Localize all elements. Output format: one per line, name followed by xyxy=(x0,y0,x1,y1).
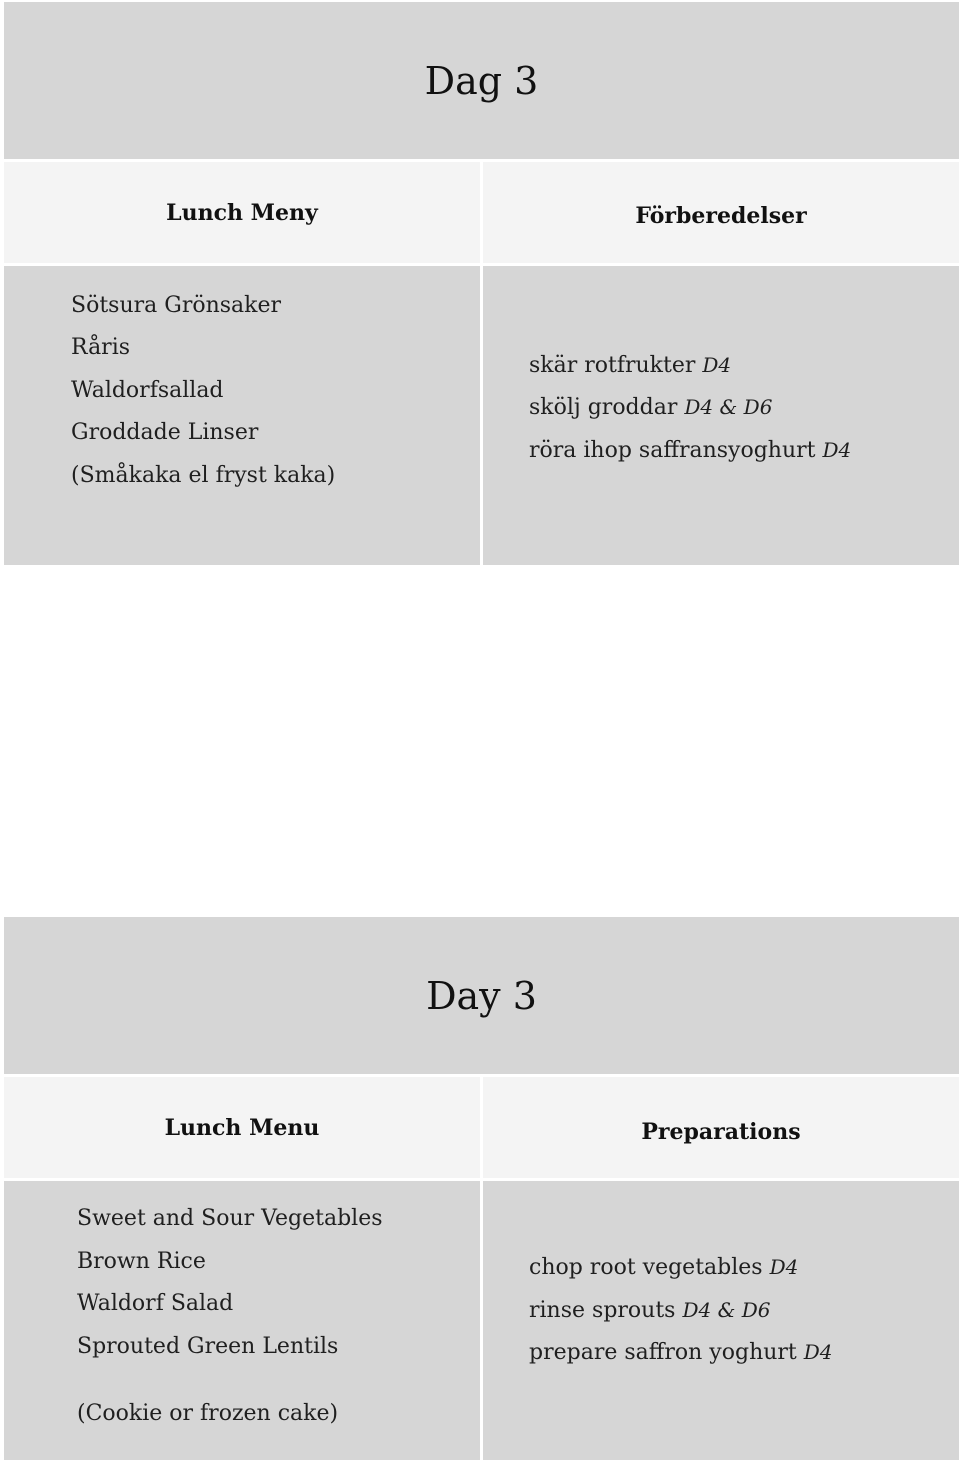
prep-item-ref: D4 xyxy=(702,353,732,377)
prep-item-text: skölj groddar xyxy=(529,395,678,420)
prep-item-ref: D4 xyxy=(822,438,852,462)
preparations-list xyxy=(483,266,959,565)
menu-item: (Småkaka el fryst kaka) xyxy=(71,463,336,488)
prep-item xyxy=(529,353,731,378)
preparations-header: Förberedelser xyxy=(483,162,959,263)
prep-item xyxy=(529,1298,771,1323)
menu-item: Sötsura Grönsaker xyxy=(71,293,282,318)
menu-item: Sweet and Sour Vegetables xyxy=(77,1206,383,1231)
prep-item-text: rinse sprouts xyxy=(529,1298,676,1323)
prep-item xyxy=(529,438,851,463)
prep-item-text: prepare saffron yoghurt xyxy=(529,1340,797,1365)
prep-item-ref: D4 & D6 xyxy=(682,1298,771,1322)
menu-item: Waldorfsallad xyxy=(71,378,224,403)
menu-item: Sprouted Green Lentils xyxy=(77,1334,339,1359)
lunch-menu-list xyxy=(4,266,480,565)
menu-item: Waldorf Salad xyxy=(77,1291,234,1316)
card-title: Day 3 xyxy=(4,917,959,1074)
prep-item xyxy=(529,1340,833,1365)
prep-item xyxy=(529,395,772,420)
menu-item: (Cookie or frozen cake) xyxy=(77,1401,339,1426)
prep-item-ref: D4 & D6 xyxy=(684,395,773,419)
menu-item: Brown Rice xyxy=(77,1249,206,1274)
prep-item-text: röra ihop saffransyoghurt xyxy=(529,438,816,463)
lunch-menu-header: Lunch Meny xyxy=(4,162,480,263)
swedish-menu-card xyxy=(4,2,959,565)
preparations-list xyxy=(483,1181,959,1460)
menu-item: Groddade Linser xyxy=(71,420,259,445)
lunch-menu-header: Lunch Menu xyxy=(4,1077,480,1178)
lunch-menu-list xyxy=(4,1181,480,1460)
card-title: Dag 3 xyxy=(4,2,959,159)
prep-item-text: chop root vegetables xyxy=(529,1255,763,1280)
prep-item-text: skär rotfrukter xyxy=(529,353,696,378)
prep-item-ref: D4 xyxy=(769,1255,799,1279)
menu-item: Råris xyxy=(71,335,131,360)
prep-item-ref: D4 xyxy=(803,1340,833,1364)
prep-item xyxy=(529,1255,798,1280)
english-menu-card xyxy=(4,917,959,1460)
preparations-header: Preparations xyxy=(483,1077,959,1178)
